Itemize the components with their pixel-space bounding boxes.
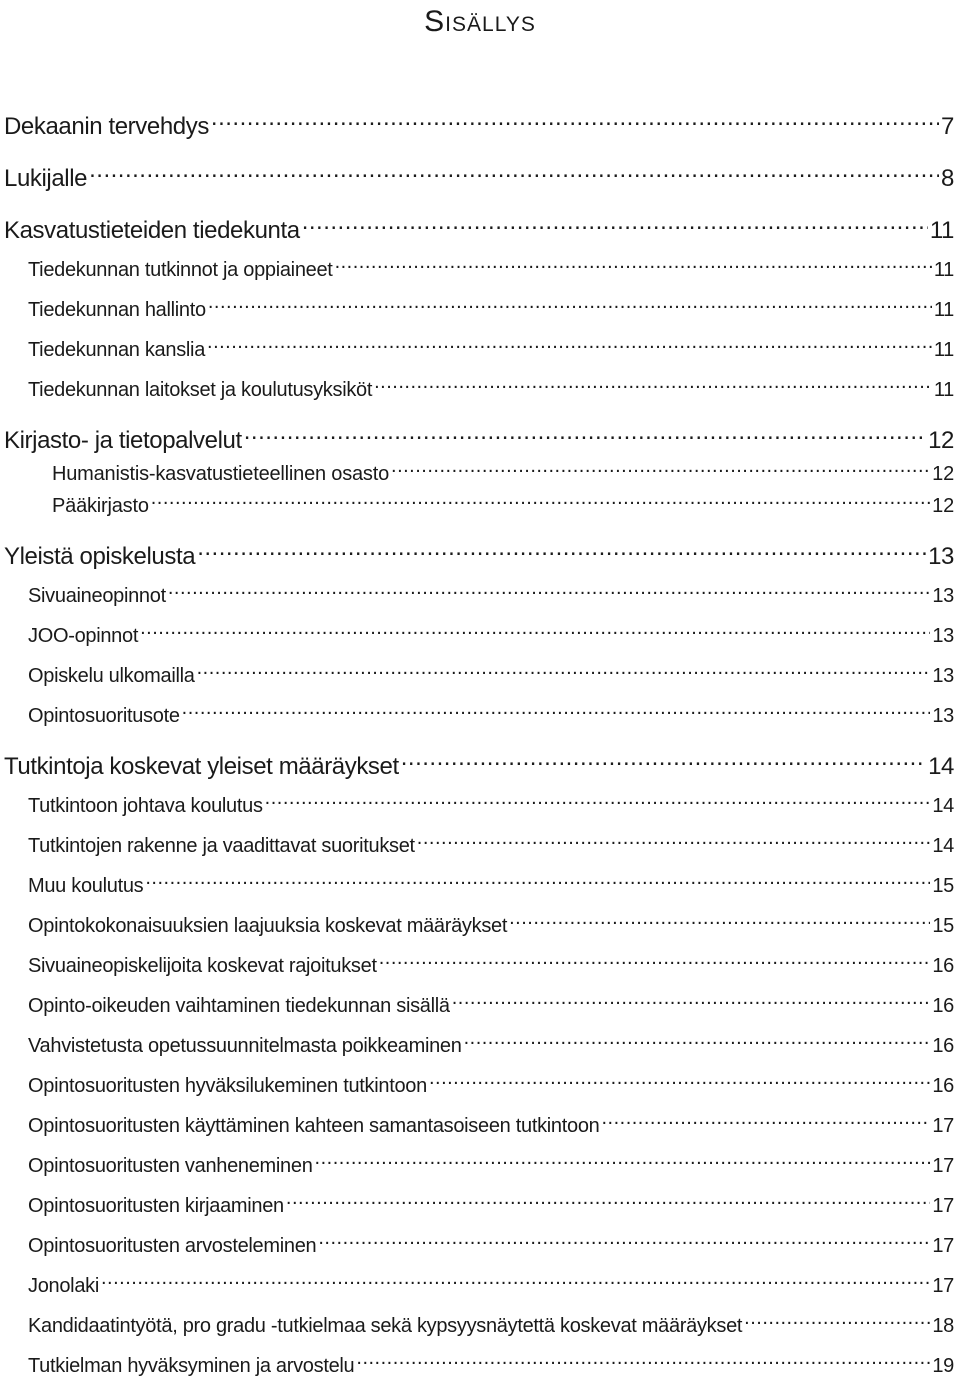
dot-leader [265,792,931,812]
toc-entry-label: Sivuaineopiskelijoita koskevat rajoitukset [28,955,377,977]
toc-entry-tiedekunnan-hallinto[interactable] [28,296,954,322]
toc-entry-page: 17 [932,1195,954,1217]
toc-entry-label: JOO-opinnot [28,625,139,647]
toc-entry-page: 16 [932,995,954,1017]
dot-leader [197,540,926,564]
dot-leader [417,832,931,852]
page-title: Sisällys [424,5,536,38]
toc-entry-jonolaki[interactable] [28,1272,954,1298]
toc-entry-label: Opintosuoritusten vanheneminen [28,1155,313,1177]
toc-entry-opinto-oikeuden[interactable] [28,992,954,1018]
toc-entry-label: Tutkielman hyväksyminen ja arvostelu [28,1355,355,1377]
dot-leader [509,912,930,932]
toc-entry-page: 12 [928,427,954,454]
toc-entry-muu-koulutus[interactable] [28,872,954,898]
toc-entry-label: Muu koulutus [28,875,144,897]
toc-entry-dekaanin-tervehdys[interactable] [4,110,954,141]
toc-entry-opintosuoritusote[interactable] [28,702,954,728]
toc-entry-label: Opintosuoritusote [28,705,180,727]
dot-leader [318,1232,930,1252]
toc-entry-page: 18 [932,1315,954,1337]
toc-entry-lukijalle[interactable] [4,162,954,193]
toc-entry-paakirjasto[interactable] [52,492,954,518]
toc-entry-vahvistetusta[interactable] [28,1032,954,1058]
toc-entry-kayttaminen-kahteen[interactable] [28,1112,954,1138]
toc-entry-label: Kandidaatintyötä, pro gradu -tutkielmaa sekä kypsyysnäytettä koskevat määräykset [28,1315,743,1337]
toc-entry-tutkintoon-johtava[interactable] [28,792,954,818]
toc-entry-page: 19 [932,1355,954,1377]
toc-entry-label: Tutkintoon johtava koulutus [28,795,263,817]
toc-entry-page: 17 [932,1115,954,1137]
toc-entry-page: 11 [929,217,954,244]
toc-entry-page: 13 [932,705,954,727]
dot-leader [208,296,932,316]
dot-leader [286,1192,930,1212]
toc-entry-page: 16 [932,1035,954,1057]
toc-entry-label: Kirjasto- ja tietopalvelut [4,427,242,454]
dot-leader [302,214,928,238]
dot-leader [145,872,930,892]
toc-entry-page: 12 [932,463,954,485]
toc-entry-page: 11 [933,299,954,321]
dot-leader [140,622,930,642]
dot-leader [374,376,932,396]
toc-entry-label: Tutkintoja koskevat yleiset määräykset [4,753,399,780]
toc-entry-label: Lukijalle [4,165,88,192]
toc-entry-kirjaaminen[interactable] [28,1192,954,1218]
toc-entry-label: Opintosuoritusten käyttäminen kahteen samantasoiseen tutkintoon [28,1115,600,1137]
toc-entry-hyvaksilukeminen[interactable] [28,1072,954,1098]
toc-entry-label: Pääkirjasto [52,495,149,517]
toc-entry-label: Opintosuoritusten kirjaaminen [28,1195,284,1217]
dot-leader [207,336,932,356]
toc-entry-label: Opiskelu ulkomailla [28,665,195,687]
toc-entry-tutkielman-hyvaksyminen[interactable] [28,1352,954,1378]
toc-entry-opintokokonaisuuksien[interactable] [28,912,954,938]
toc-entry-page: 13 [928,543,954,570]
toc-entry-opiskelu-ulkomailla[interactable] [28,662,954,688]
toc-entry-tiedekunnan-tutkinnot[interactable] [28,256,954,282]
dot-leader [601,1112,930,1132]
toc-entry-tutkintoja-koskevat[interactable] [4,750,954,781]
toc-entry-page: 17 [932,1155,954,1177]
dot-leader [356,1352,930,1372]
dot-leader [151,492,930,512]
dot-leader [211,110,939,134]
toc-entry-label: Sivuaineopinnot [28,585,166,607]
toc-entry-yleista-opiskelusta[interactable] [4,540,954,571]
toc-entry-label: Tutkintojen rakenne ja vaadittavat suoritukset [28,835,415,857]
toc-entry-tiedekunnan-kanslia[interactable] [28,336,954,362]
toc-entry-page: 13 [932,585,954,607]
toc-entry-page: 17 [932,1275,954,1297]
toc-entry-label: Kasvatustieteiden tiedekunta [4,217,300,244]
toc-entry-page: 7 [941,113,954,140]
toc-entry-joo-opinnot[interactable] [28,622,954,648]
toc-entry-page: 14 [932,795,954,817]
dot-leader [335,256,932,276]
dot-leader [452,992,931,1012]
toc-entry-label: Tiedekunnan laitokset ja koulutusyksiköt [28,379,373,401]
toc-entry-page: 16 [932,955,954,977]
toc-entry-page: 11 [933,339,954,361]
toc-entry-page: 11 [933,259,954,281]
dot-leader [315,1152,931,1172]
dot-leader [429,1072,930,1092]
toc-entry-label: Vahvistetusta opetussuunnitelmasta poikkeaminen [28,1035,462,1057]
toc-entry-tutkintojen-rakenne[interactable] [28,832,954,858]
toc-entry-label: Tiedekunnan tutkinnot ja oppiaineet [28,259,333,281]
dot-leader [379,952,931,972]
toc-entry-label: Humanistis-kasvatustieteellinen osasto [52,463,390,485]
dot-leader [101,1272,930,1292]
dot-leader [182,702,931,722]
toc-entry-label: Tiedekunnan hallinto [28,299,206,321]
toc-entry-page: 17 [932,1235,954,1257]
toc-entry-sivuaineopinnot[interactable] [28,582,954,608]
dot-leader [89,162,939,186]
toc-entry-label: Opinto-oikeuden vaihtaminen tiedekunnan sisällä [28,995,450,1017]
toc-entry-page: 8 [941,165,954,192]
toc-entry-label: Opintosuoritusten hyväksilukeminen tutkintoon [28,1075,427,1097]
toc-entry-page: 13 [932,665,954,687]
toc-entry-page: 15 [932,915,954,937]
toc-entry-page: 16 [932,1075,954,1097]
toc-entry-arvosteleminen[interactable] [28,1232,954,1258]
toc-entry-humanistis-kasvatustieteellinen[interactable] [52,460,954,486]
toc-entry-page: 14 [928,753,954,780]
dot-leader [244,424,926,448]
dot-leader [391,460,930,480]
toc-entry-label: Opintokokonaisuuksien laajuuksia koskevat määräykset [28,915,508,937]
toc-entry-label: Tiedekunnan kanslia [28,339,206,361]
toc-entry-tiedekunnan-laitokset[interactable] [28,376,954,402]
toc-entry-label: Opintosuoritusten arvosteleminen [28,1235,317,1257]
dot-leader [401,750,926,774]
toc-entry-vanheneminen[interactable] [28,1152,954,1178]
toc-entry-page: 11 [933,379,954,401]
dot-leader [197,662,931,682]
toc-entry-page: 14 [932,835,954,857]
dot-leader [744,1312,930,1332]
toc-entry-page: 15 [932,875,954,897]
toc-entry-label: Dekaanin tervehdys [4,113,209,140]
toc-entry-sivuaineopiskelijoita[interactable] [28,952,954,978]
toc-entry-label: Yleistä opiskelusta [4,543,196,570]
toc-entry-page: 13 [932,625,954,647]
dot-leader [464,1032,931,1052]
toc-entry-kirjasto[interactable] [4,424,954,455]
toc-entry-kasvatustieteiden-tiedekunta[interactable] [4,214,954,245]
toc-entry-page: 12 [932,495,954,517]
dot-leader [168,582,931,602]
toc-entry-label: Jonolaki [28,1275,99,1297]
toc-entry-kandidaatintyota[interactable] [28,1312,954,1338]
